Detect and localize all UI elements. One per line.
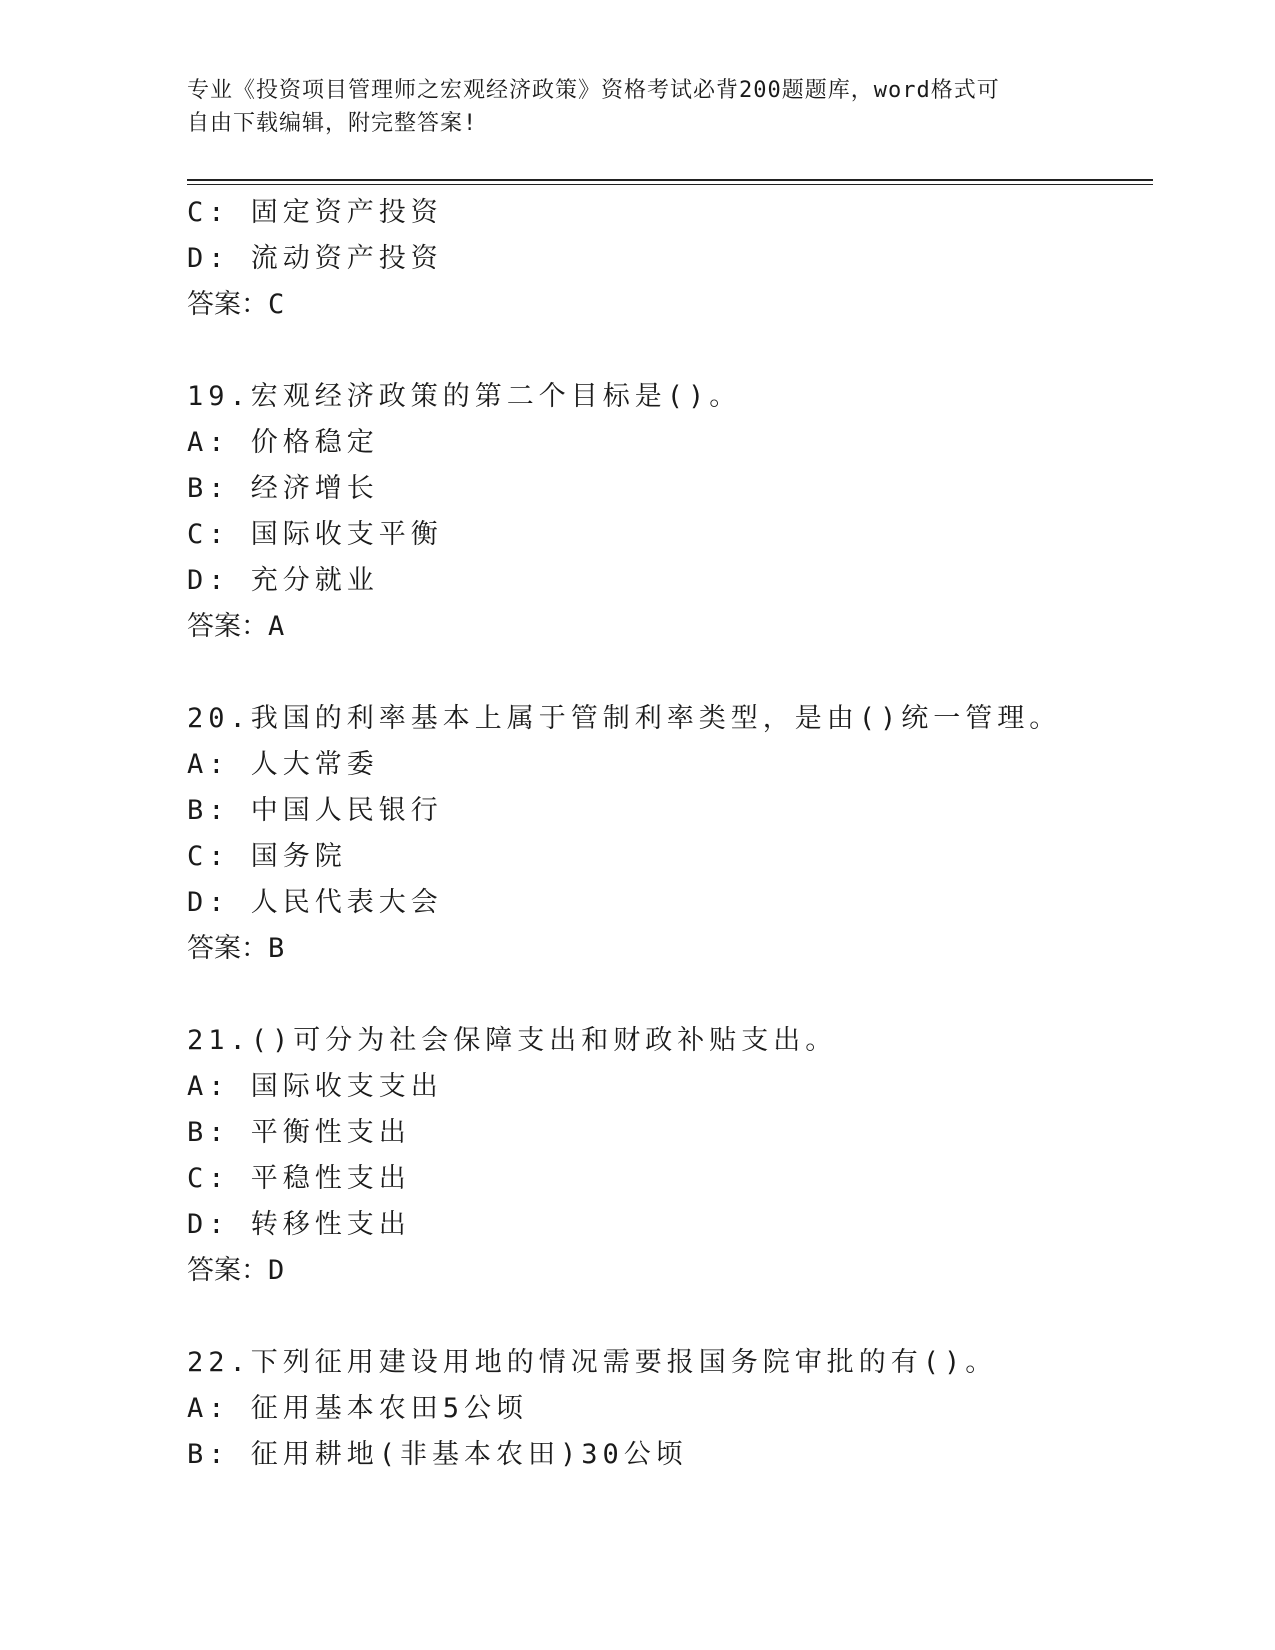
option-c: C: 国务院 <box>187 841 347 872</box>
answer-label: 答案： <box>187 1255 268 1286</box>
question-text: 19.宏观经济政策的第二个目标是()。 <box>187 381 742 412</box>
question-22 <box>187 1340 1153 1478</box>
document-header <box>187 74 1087 140</box>
answer-line <box>187 1248 1153 1294</box>
question-text: 22.下列征用建设用地的情况需要报国务院审批的有()。 <box>187 1347 998 1378</box>
answer-value: A <box>268 611 287 642</box>
option-b: B: 平衡性支出 <box>187 1117 411 1148</box>
question-prev <box>187 190 1153 328</box>
question-text: 21.()可分为社会保障支出和财政补贴支出。 <box>187 1025 838 1056</box>
option-b: B: 经济增长 <box>187 473 379 504</box>
question-21 <box>187 1018 1153 1294</box>
header-rule-thin <box>187 184 1153 185</box>
option-c: C: 平稳性支出 <box>187 1163 411 1194</box>
answer-label: 答案： <box>187 611 268 642</box>
option-c: C: 国际收支平衡 <box>187 519 443 550</box>
header-line-2: 自由下载编辑，附完整答案! <box>187 111 478 136</box>
option-a: A: 国际收支支出 <box>187 1071 443 1102</box>
answer-label: 答案： <box>187 289 268 320</box>
option-a: A: 价格稳定 <box>187 427 379 458</box>
option-a: A: 人大常委 <box>187 749 379 780</box>
option-a: A: 征用基本农田5公顷 <box>187 1393 529 1424</box>
option-b: B: 征用耕地(非基本农田)30公顷 <box>187 1439 688 1470</box>
option-d: D: 流动资产投资 <box>187 243 443 274</box>
answer-value: B <box>268 933 287 964</box>
option-c: C: 固定资产投资 <box>187 197 443 228</box>
question-20 <box>187 696 1153 972</box>
option-b: B: 中国人民银行 <box>187 795 443 826</box>
option-d: D: 充分就业 <box>187 565 379 596</box>
header-line-1: 专业《投资项目管理师之宏观经济政策》资格考试必背200题题库，word格式可 <box>187 78 1000 103</box>
answer-line <box>187 282 1153 328</box>
option-d: D: 转移性支出 <box>187 1209 411 1240</box>
answer-line <box>187 604 1153 650</box>
answer-line <box>187 926 1153 972</box>
answer-value: D <box>268 1255 287 1286</box>
header-rule-thick <box>187 179 1153 181</box>
question-text: 20.我国的利率基本上属于管制利率类型，是由()统一管理。 <box>187 703 1062 734</box>
answer-label: 答案： <box>187 933 268 964</box>
answer-value: C <box>268 289 287 320</box>
question-19 <box>187 374 1153 650</box>
question-list <box>187 190 1153 1478</box>
option-d: D: 人民代表大会 <box>187 887 443 918</box>
